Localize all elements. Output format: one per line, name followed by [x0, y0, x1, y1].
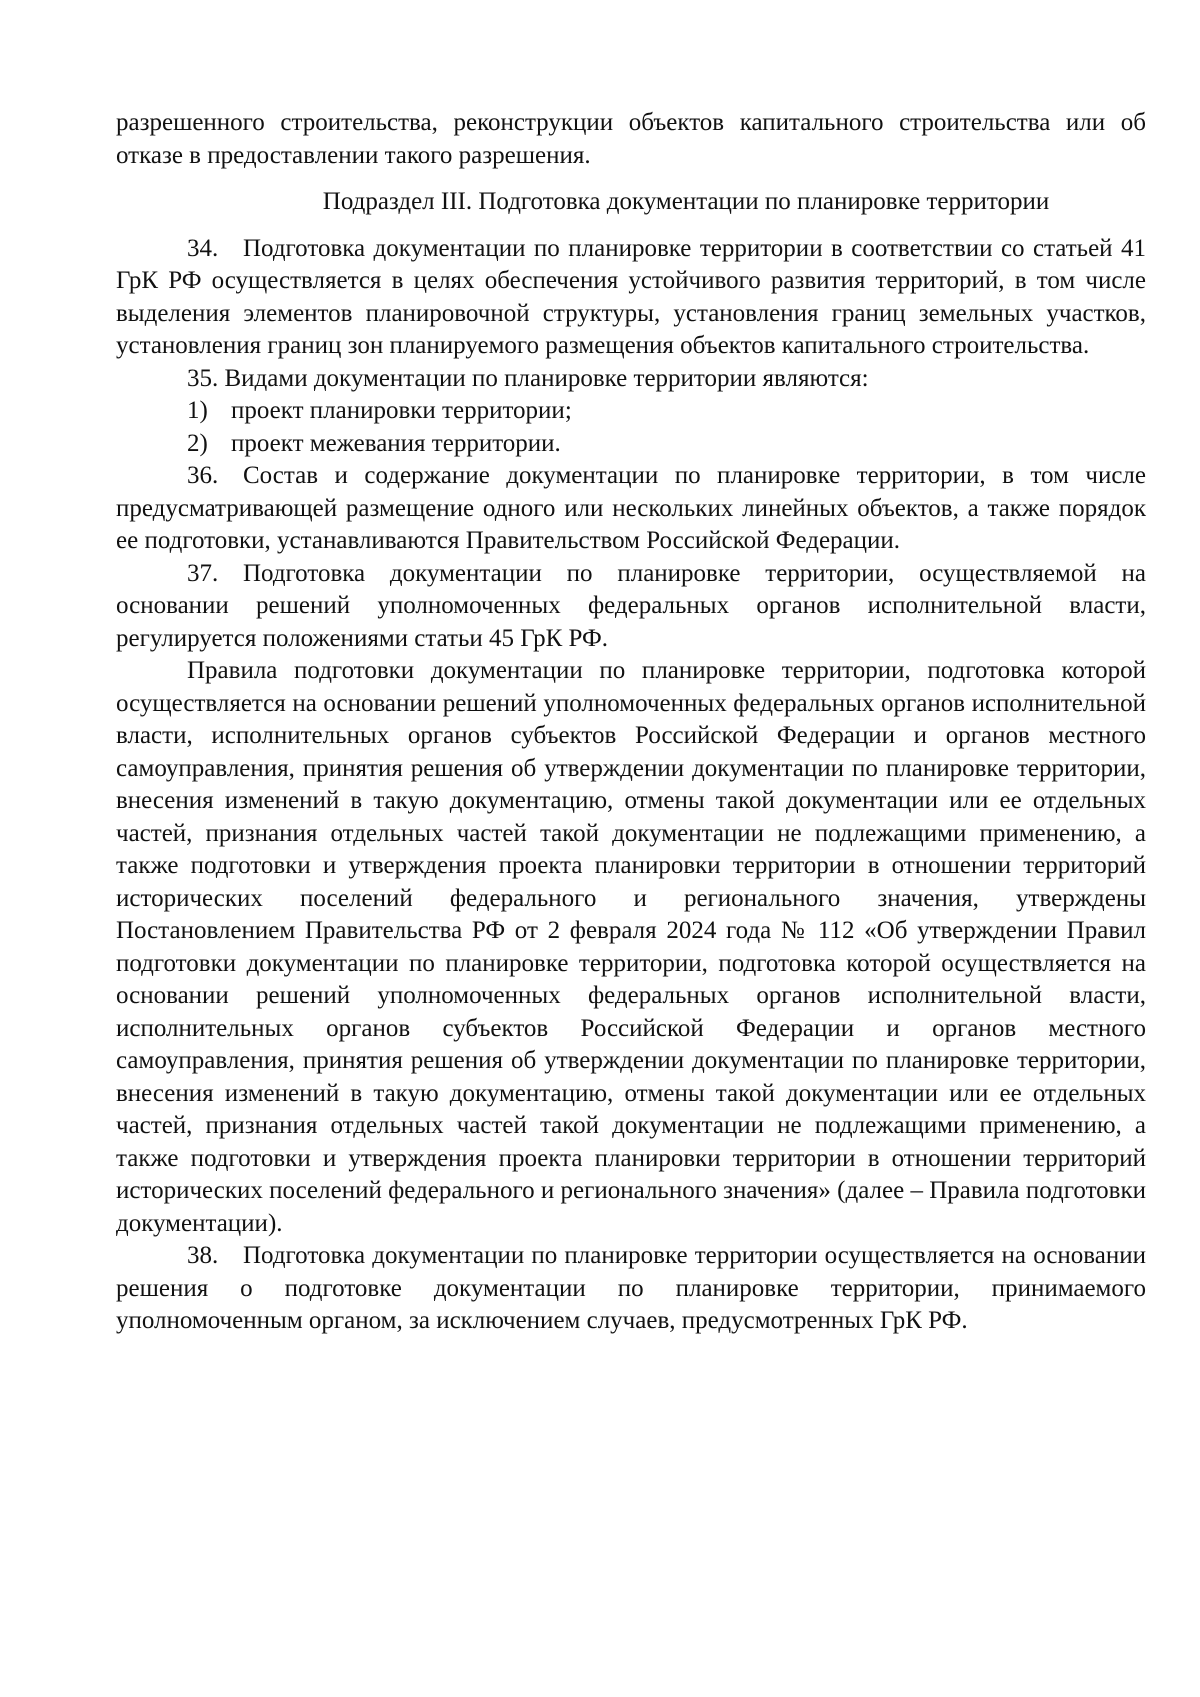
- paragraph-number: 35.: [187, 364, 219, 392]
- paragraph-35: [116, 363, 1146, 396]
- paragraph-number: 36.: [187, 462, 219, 489]
- list-item-number: 1): [187, 397, 208, 424]
- paragraph-text: Подготовка документации по планировке территории в соответствии со статьей 41 ГрК РФ осуществляется в целях обеспечения устойчивого развития территорий, в том числе выделения элементов планировочной структуры, установления границ земельных участков, установления границ зон планируемого размещения объектов капитального строительства.: [116, 234, 1146, 359]
- document-body: [116, 107, 1146, 1338]
- list-item-number: 2): [187, 429, 208, 457]
- rules-paragraph: Правила подготовки документации по планировке территории, подготовка которой осуществляется на основании решений уполномоченных федеральных органов исполнительной власти, исполнительных органов субъектов Российской Федерации и органов местного самоуправления, принятия решения об утверждении документации по планировке территории, внесения изменений в такую документацию, отмены такой документации или ее отдельных частей, признания отдельных частей такой документации не подлежащими применению, а также подготовки и утверждения проекта планировки территории в отношении территорий исторических поселений федерального и регионального значения, утверждены Постановлением Правительства РФ от 2 февраля 2024 года № 112 «Об утверждении Правил подготовки документации по планировке территории, подготовка которой осуществляется на основании решений уполномоченных федеральных органов исполнительной власти, исполнительных органов субъектов Российской Федерации и органов местного самоуправления, принятия решения об утверждении документации по планировке территории, внесения изменений в такую документацию, отмены такой документации или ее отдельных частей, признания отдельных частей такой документации не подлежащими применению, а также подготовки и утверждения проекта планировки территории в отношении территорий исторических поселений федерального и регионального значения» (далее – Правила подготовки документации).: [116, 657, 1146, 1237]
- list-item: [116, 428, 1146, 461]
- paragraph-text: Подготовка документации по планировке территории осуществляется на основании решения о подготовке документации по планировке территории, принимаемого уполномоченным органом, за исключением случаев, предусмотренных ГрК РФ.: [116, 1242, 1146, 1334]
- subsection-heading: Подраздел III. Подготовка документации по планировке территории: [322, 188, 1050, 215]
- list-item: [116, 395, 1146, 428]
- paragraph-number: 34.: [187, 234, 219, 262]
- paragraph-text: Подготовка документации по планировке территории, осуществляемой на основании решений уполномоченных федеральных органов исполнительной власти, регулируется положениями статьи 45 ГрК РФ.: [116, 559, 1146, 652]
- paragraph-36: [116, 460, 1146, 558]
- list-item-text: проект межевания территории.: [231, 429, 561, 457]
- paragraph-number: 37.: [187, 559, 219, 587]
- continuation-paragraph: разрешенного строительства, реконструкции объектов капитального строительства или об отказе в предоставлении такого разрешения.: [116, 109, 1146, 169]
- paragraph-37: [116, 558, 1146, 656]
- paragraph-text: Состав и содержание документации по планировке территории, в том числе предусматривающей размещение одного или нескольких линейных объектов, а также порядок ее подготовки, устанавливаются Правительством Российской Федерации.: [116, 462, 1146, 554]
- paragraph-34: [116, 233, 1146, 363]
- paragraph-number: 38.: [187, 1242, 219, 1269]
- list-item-text: проект планировки территории;: [231, 397, 572, 424]
- paragraph-38: [116, 1240, 1146, 1338]
- paragraph-text: Видами документации по планировке территории являются:: [224, 364, 869, 392]
